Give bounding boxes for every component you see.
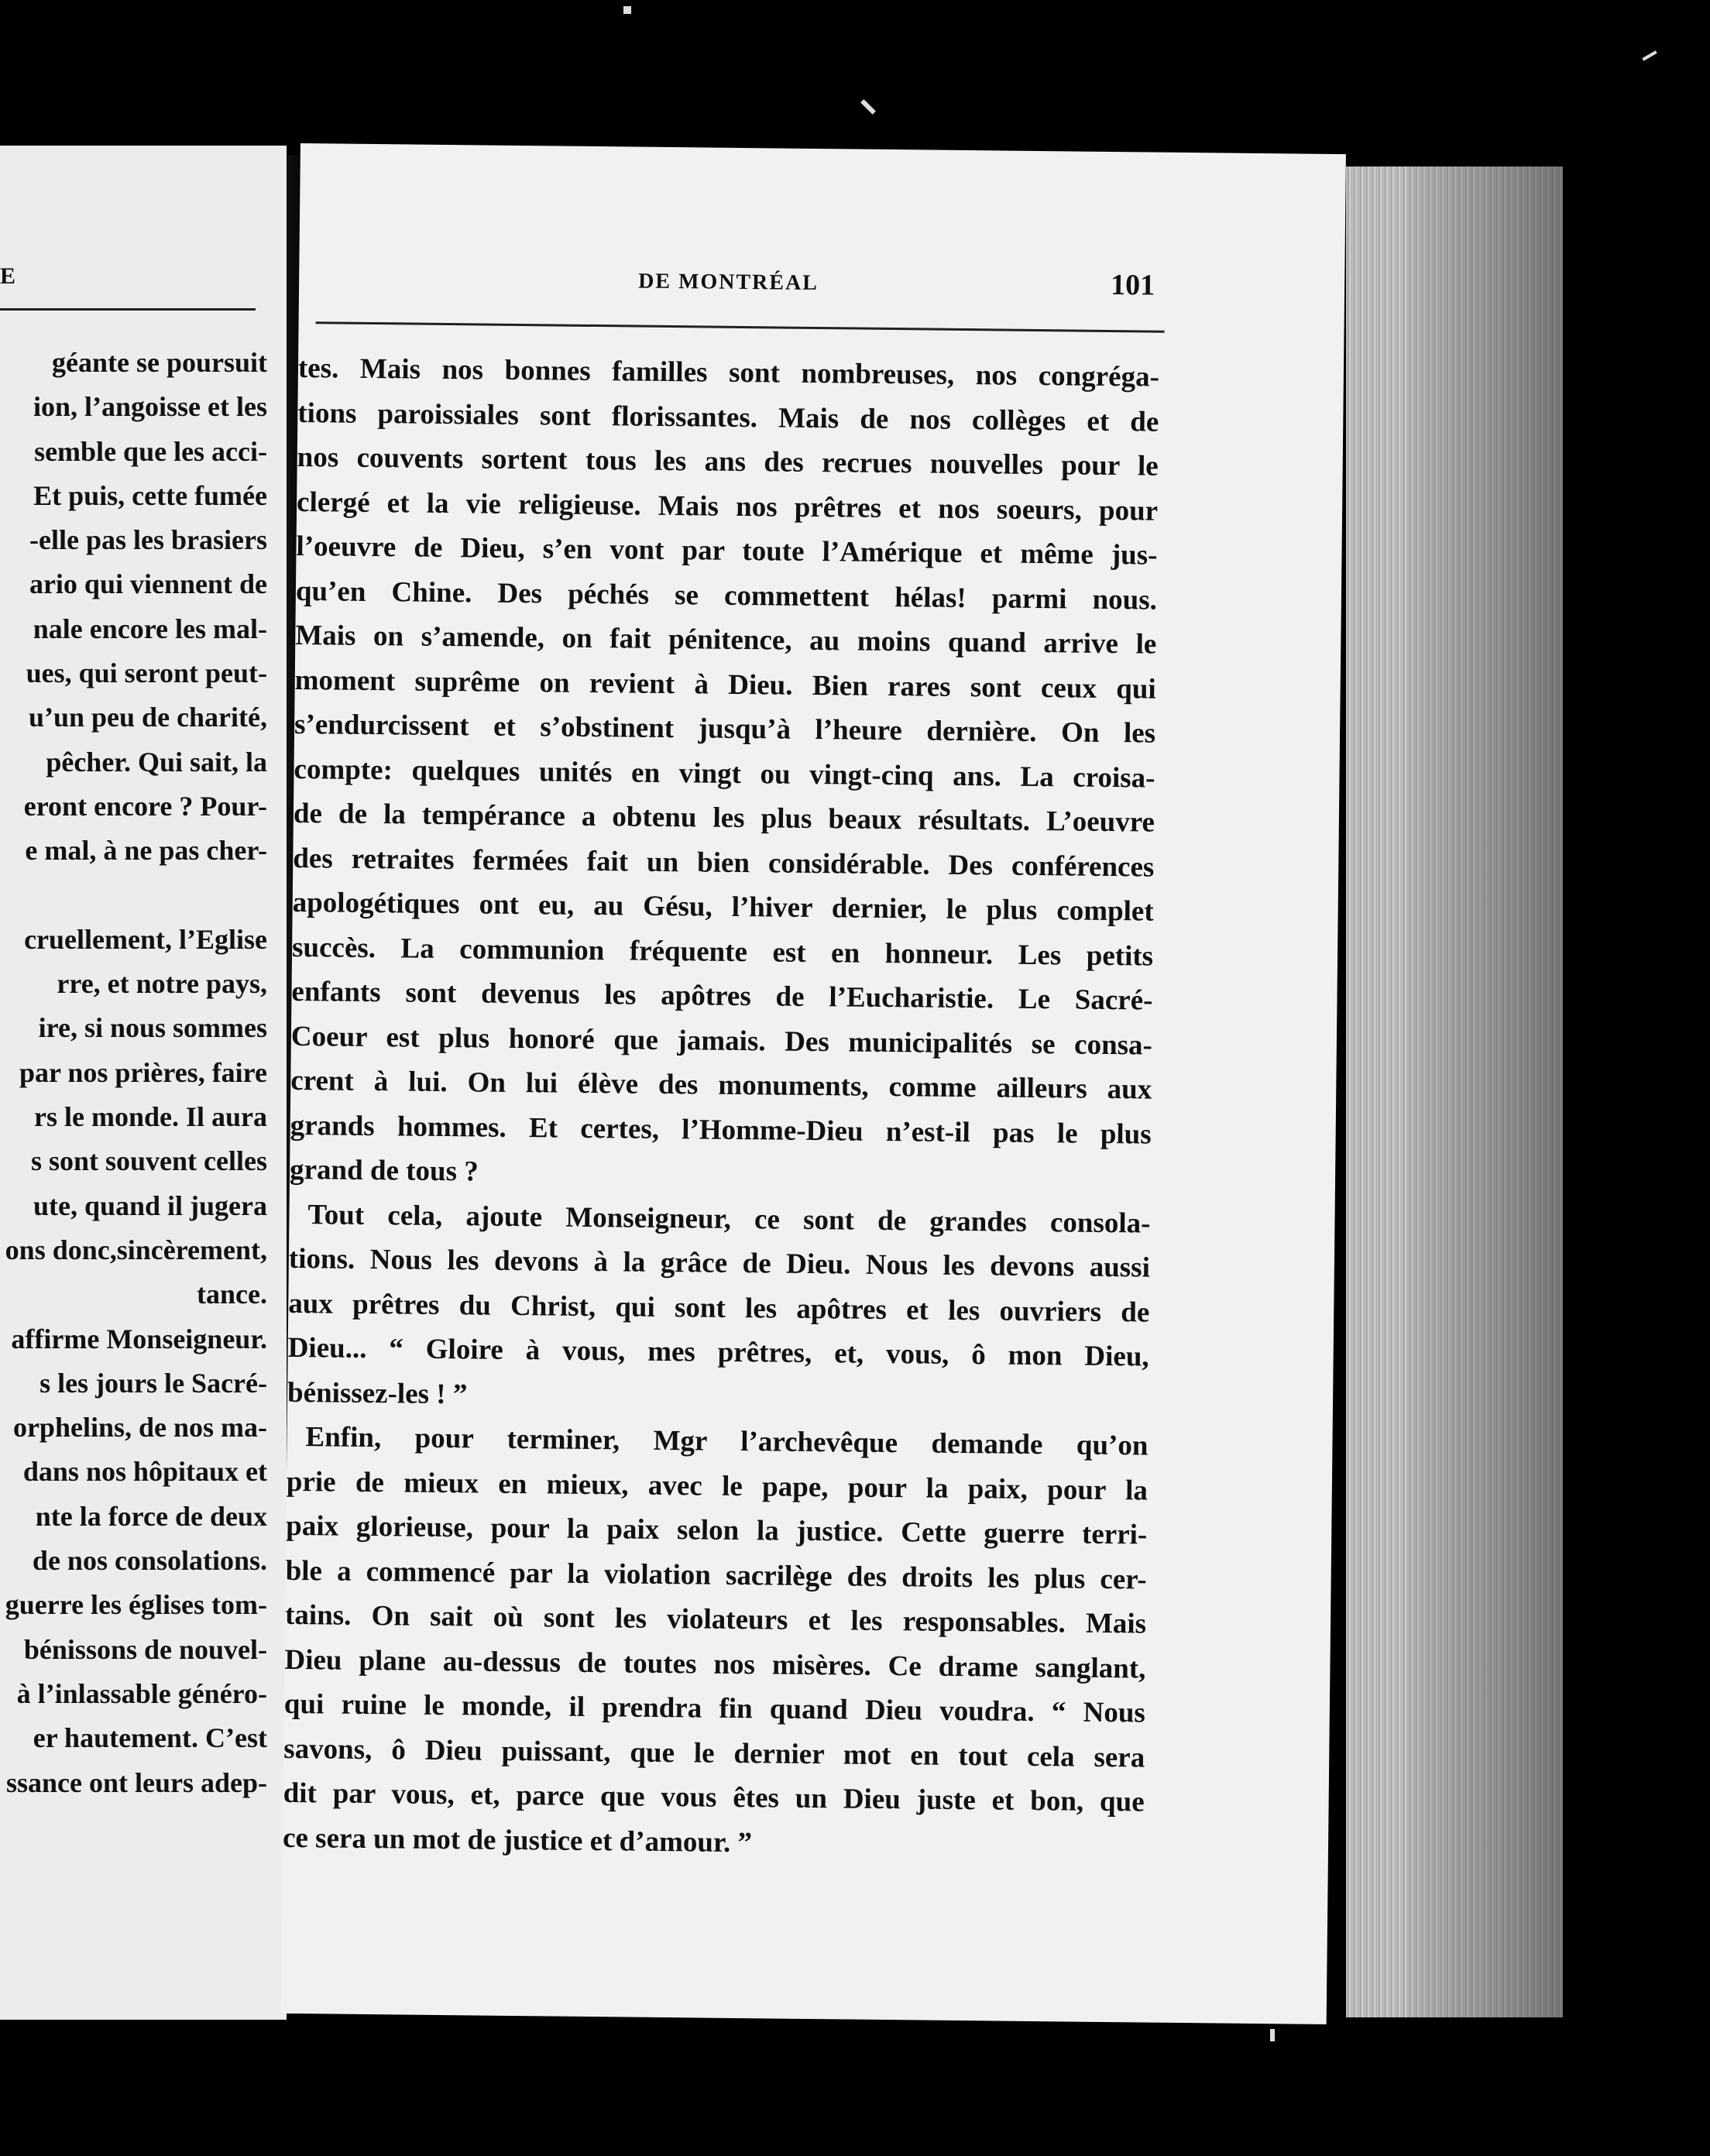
right-page <box>281 143 1346 2024</box>
text-line: aux prêtres du Christ, qui sont les apôtres et les ouvriers de <box>288 1287 1150 1329</box>
left-text-line: de nos consolations. <box>32 1545 267 1577</box>
text-line: Mais on s’amende, on fait pénitence, au moins quand arrive le <box>295 619 1157 661</box>
left-text-line: orphelins, de nos ma- <box>12 1412 267 1444</box>
left-text-line: eront encore ? Pour- <box>23 790 267 822</box>
text-line: prie de mieux en mieux, avec le pape, pour la paix, pour la <box>286 1465 1149 1507</box>
text-line: grand de tous ? <box>289 1153 479 1188</box>
text-line: qu’en Chine. Des péchés se commettent hélas! parmi nous. <box>295 575 1158 616</box>
left-text-line: ons donc,sincèrement, <box>5 1234 267 1265</box>
running-head: DE MONTRÉAL <box>637 269 819 296</box>
text-line: Dieu plane au-dessus de toutes nos misères. Ce drame sanglant, <box>284 1643 1146 1685</box>
dust-speck <box>1270 2029 1275 2041</box>
left-text-line: pêcher. Qui sait, la <box>46 746 267 778</box>
left-text-line: ire, si nous sommes <box>38 1012 267 1044</box>
text-line: apologétiques ont eu, au Gésu, l’hiver dernier, le plus complet <box>292 886 1154 928</box>
left-text-line: Et puis, cette fumée <box>33 479 267 511</box>
left-text-line: e mal, à ne pas cher- <box>25 835 267 867</box>
left-text-line <box>0 874 267 918</box>
text-line: clergé et la vie religieuse. Mais nos prêtres et nos soeurs, pour <box>296 486 1159 527</box>
left-text-line: rre, et notre pays, <box>57 968 267 1000</box>
left-text-line: ues, qui seront peut- <box>26 657 267 689</box>
text-line: ce sera un mot de justice et d’amour. ” <box>282 1821 753 1859</box>
left-text-line: semble que les acci- <box>34 435 267 467</box>
left-head-rule <box>0 308 256 311</box>
left-text-line: nale encore les mal- <box>33 613 267 644</box>
text-line: des retraites fermées fait un bien considérable. Des conférences <box>293 842 1155 884</box>
left-text-line: s sont souvent celles <box>31 1145 267 1177</box>
left-text-line: bénissons de nouvel- <box>23 1633 267 1665</box>
left-text-line: nte la force de deux <box>35 1500 267 1532</box>
body-text <box>283 346 1159 1869</box>
text-line: nos couvents sortent tous les ans des recrues nouvelles pour le <box>297 441 1159 482</box>
text-line: Coeur est plus honoré que jamais. Des municipalités se consa- <box>290 1020 1153 1062</box>
left-text-line: à l’inlassable généro- <box>16 1677 267 1709</box>
text-line: s’endurcissent et s’obstinent jusqu’à l’heure dernière. On les <box>294 708 1156 750</box>
page-edges <box>1346 167 1563 2017</box>
text-line: Enfin, pour terminer, Mgr l’archevêque demande qu’on <box>305 1421 1149 1462</box>
left-text-line: -elle pas les brasiers <box>29 524 267 556</box>
text-line: tains. On sait où sont les violateurs et les responsables. Mais <box>284 1598 1147 1640</box>
text-line: l’oeuvre de Dieu, s’en vont par toute l’Amérique et même jus- <box>296 530 1158 572</box>
text-line: dit par vous, et, parce que vous êtes un Dieu juste et bon, que <box>283 1777 1145 1818</box>
text-line: de de la tempérance a obtenu les plus beaux résultats. L’oeuvre <box>293 797 1155 839</box>
text-line: moment suprême on revient à Dieu. Bien rares sont ceux qui <box>294 664 1156 706</box>
text-line: grands hommes. Et certes, l’Homme-Dieu n’est-il pas le plus <box>290 1109 1152 1151</box>
left-text-line: rs le monde. Il aura <box>34 1101 267 1133</box>
left-page-text <box>0 341 267 1805</box>
dust-speck <box>1642 50 1657 60</box>
left-page <box>0 146 287 2020</box>
text-line: enfants sont devenus les apôtres de l’Eucharistie. Le Sacré- <box>291 975 1153 1017</box>
text-line: tes. Mais nos bonnes familles sont nombreuses, nos congréga- <box>297 352 1160 393</box>
text-line: succès. La communion fréquente est en honneur. Les petits <box>291 931 1154 973</box>
left-text-line: tance. <box>197 1279 267 1310</box>
left-text-line: u’un peu de charité, <box>28 702 267 733</box>
dust-speck <box>860 99 876 115</box>
dust-speck <box>623 6 631 14</box>
text-line: tions paroissiales sont florissantes. Mais de nos collèges et de <box>297 397 1159 438</box>
left-text-line: s les jours le Sacré- <box>39 1367 267 1399</box>
page-number: 101 <box>1110 268 1155 302</box>
left-text-line: ion, l’angoisse et les <box>33 391 267 423</box>
left-text-line: géante se poursuit <box>52 347 267 378</box>
left-text-line: cruellement, l’Eglise <box>24 923 267 955</box>
text-line: bénissez-les ! ” <box>287 1376 468 1410</box>
text-line: crent à lui. On lui élève des monuments, comme ailleurs aux <box>290 1064 1152 1106</box>
left-text-line: er hautement. C’est <box>33 1722 267 1754</box>
text-line: compte: quelques unités en vingt ou vingt-cinq ans. La croisa- <box>294 753 1155 795</box>
left-text-line: affirme Monseigneur. <box>11 1323 267 1354</box>
left-text-line: ute, quand il jugera <box>33 1190 267 1221</box>
left-text-line: ssance ont leurs adep- <box>5 1766 267 1798</box>
left-text-line: guerre les églises tom- <box>5 1589 267 1621</box>
text-line: Tout cela, ajoute Monseigneur, ce sont de grandes consola- <box>307 1198 1151 1240</box>
text-line: paix glorieuse, pour la paix selon la justice. Cette guerre terri- <box>286 1509 1148 1551</box>
text-line: tions. Nous les devons à la grâce de Dieu. Nous les devons aussi <box>288 1242 1151 1284</box>
text-line: ble a commencé par la violation sacrilège des droits les plus cer- <box>285 1554 1147 1596</box>
head-rule <box>316 321 1165 332</box>
text-line: savons, ô Dieu puissant, que le dernier mot en tout cela sera <box>283 1732 1145 1774</box>
text-line: Dieu... “ Gloire à vous, mes prêtres, et, vous, ô mon Dieu, <box>287 1331 1149 1373</box>
left-running-head-fragment: E <box>0 263 16 289</box>
left-text-line: par nos prières, faire <box>19 1056 267 1088</box>
text-line: qui ruine le monde, il prendra fin quand Dieu voudra. “ Nous <box>283 1687 1146 1729</box>
left-text-line: ario qui viennent de <box>29 568 267 600</box>
left-text-line: dans nos hôpitaux et <box>22 1456 267 1488</box>
